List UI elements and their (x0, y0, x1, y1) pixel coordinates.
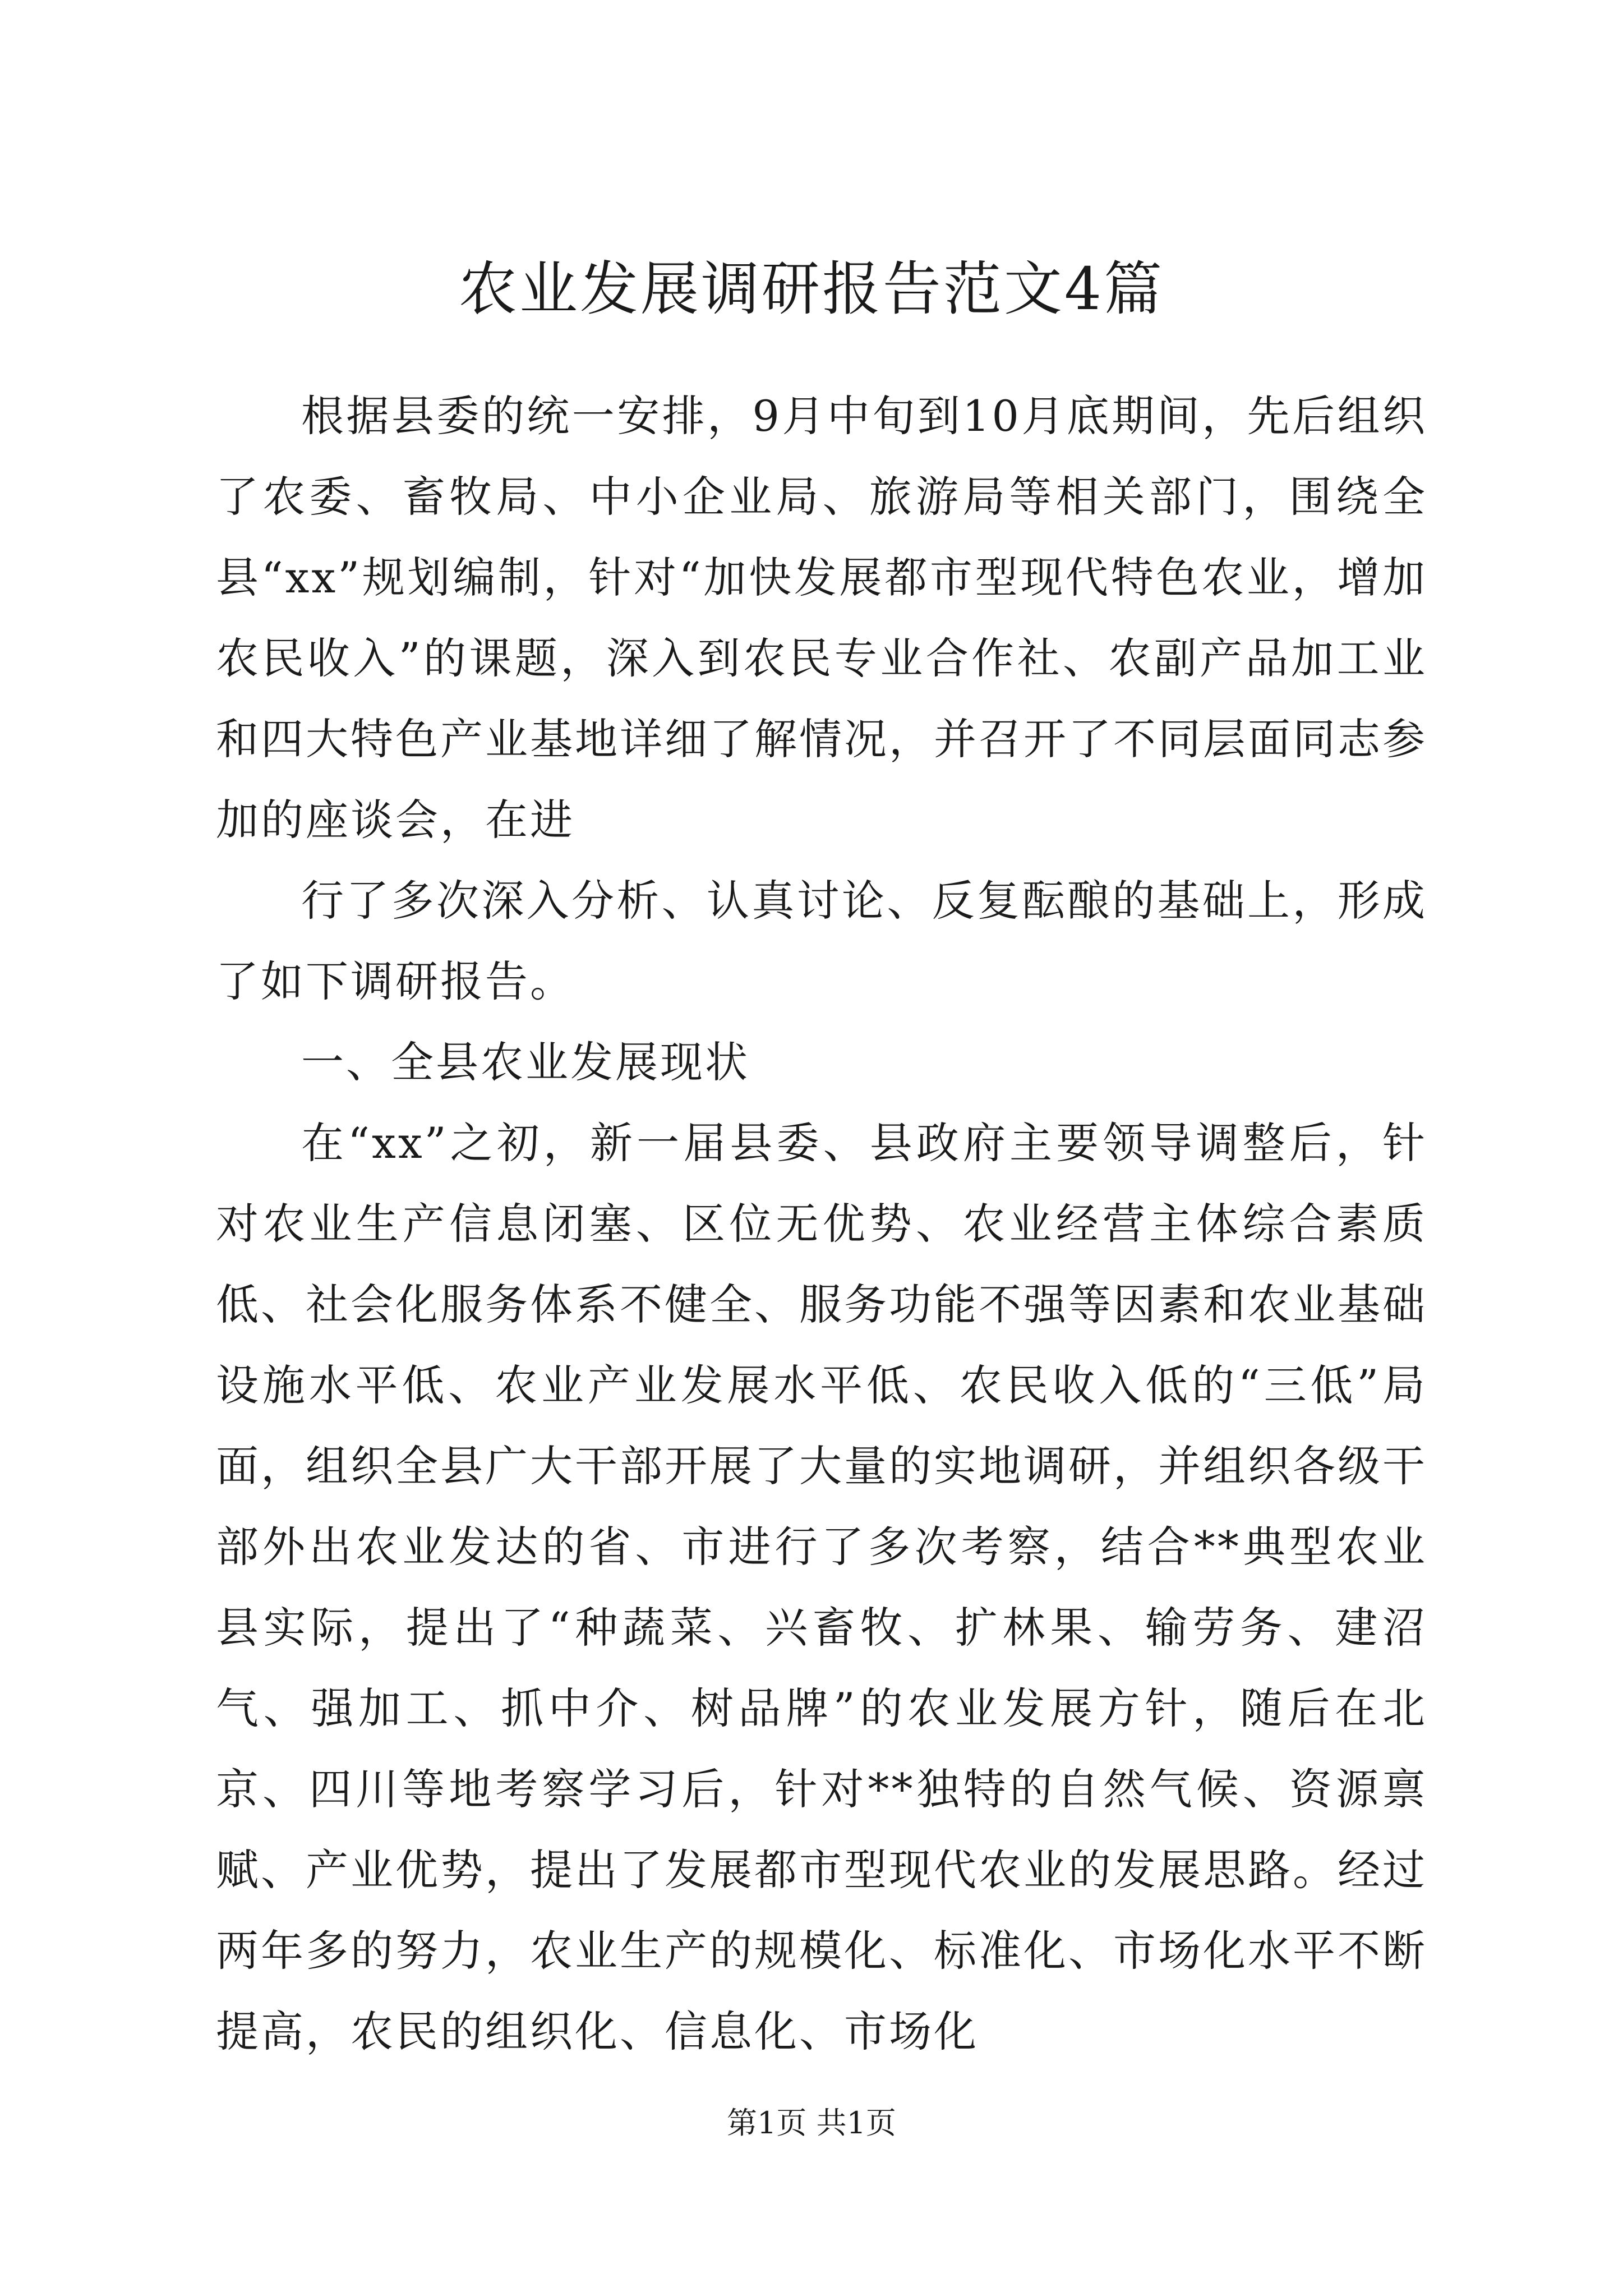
paragraph: 行了多次深入分析、认真讨论、反复酝酿的基础上，形成了如下调研报告。 (216, 876, 1427, 1006)
paragraph: 在“xx”之初，新一届县委、县政府主要领导调整后，针对农业生产信息闭塞、区位无优势、农业经营主体综合素质低、社会化服务体系不健全、服务功能不强等因素和农业基础设施水平低、农业产业发展水平低、农民收入低的“三低”局面，组织全县广大干部开展了大量的实地调研，并组织各级干部外出农业发达的省、市进行了多次考察，结合**典型农业县实际，提出了“种蔬菜、兴畜牧、扩林果、输劳务、建沼气、强加工、抓中介、树品牌”的农业发展方针，随后在北京、四川等地考察学习后，针对**独特的自然气候、资源禀赋、产业优势，提出了发展都市型现代农业的发展思路。经过两年多的努力，农业生产的规模化、标准化、市场化水平不断提高，农民的组织化、信息化、市场化 (216, 1118, 1427, 2056)
document-body (216, 376, 1427, 2072)
document-title: 农业发展调研报告范文4篇 (458, 255, 1165, 323)
section-heading: 一、全县农业发展现状 (301, 1037, 750, 1087)
page-footer: 第1页 共1页 (727, 2105, 896, 2141)
paragraph: 根据县委的统一安排，9月中旬到10月底期间，先后组织了农委、畜牧局、中小企业局、旅游局等相关部门，围绕全县“xx”规划编制，针对“加快发展都市型现代特色农业，增加农民收入”的课题，深入到农民专业合作社、农副产品加工业和四大特色产业基地详细了解情况，并召开了不同层面同志参加的座谈会，在进 (216, 391, 1427, 845)
